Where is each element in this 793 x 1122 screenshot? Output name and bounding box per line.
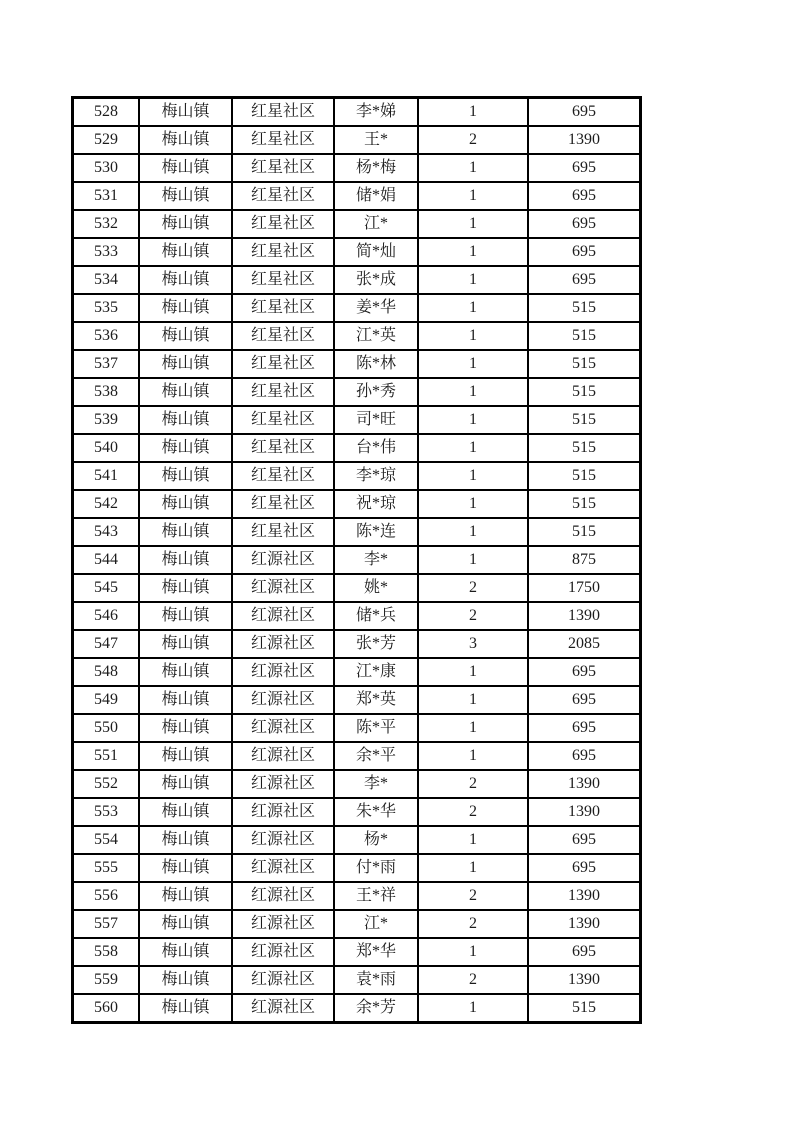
table-row xyxy=(73,266,640,294)
community-cell: 红源社区 xyxy=(232,770,334,798)
community-cell: 红源社区 xyxy=(232,742,334,770)
count-cell: 2 xyxy=(418,966,528,994)
count-cell: 3 xyxy=(418,630,528,658)
community-cell: 红源社区 xyxy=(232,686,334,714)
table-row xyxy=(73,210,640,238)
table-row xyxy=(73,154,640,182)
town-cell: 梅山镇 xyxy=(139,350,232,378)
person-name-cell: 王*祥 xyxy=(334,882,418,910)
town-cell: 梅山镇 xyxy=(139,182,232,210)
person-name-cell: 杨* xyxy=(334,826,418,854)
amount-cell: 695 xyxy=(528,826,640,854)
amount-cell: 1390 xyxy=(528,910,640,938)
table-row xyxy=(73,798,640,826)
table-row xyxy=(73,182,640,210)
amount-cell: 695 xyxy=(528,686,640,714)
community-cell: 红星社区 xyxy=(232,462,334,490)
row-number-cell: 548 xyxy=(73,658,139,686)
community-cell: 红星社区 xyxy=(232,182,334,210)
amount-cell: 1750 xyxy=(528,574,640,602)
row-number-cell: 557 xyxy=(73,910,139,938)
count-cell: 1 xyxy=(418,322,528,350)
amount-cell: 695 xyxy=(528,210,640,238)
count-cell: 1 xyxy=(418,686,528,714)
table-row xyxy=(73,742,640,770)
person-name-cell: 李*娣 xyxy=(334,98,418,126)
count-cell: 1 xyxy=(418,490,528,518)
table-row xyxy=(73,714,640,742)
town-cell: 梅山镇 xyxy=(139,266,232,294)
person-name-cell: 袁*雨 xyxy=(334,966,418,994)
person-name-cell: 江* xyxy=(334,910,418,938)
count-cell: 1 xyxy=(418,994,528,1022)
count-cell: 2 xyxy=(418,126,528,154)
amount-cell: 515 xyxy=(528,462,640,490)
row-number-cell: 547 xyxy=(73,630,139,658)
table-row xyxy=(73,630,640,658)
amount-cell: 515 xyxy=(528,518,640,546)
community-cell: 红源社区 xyxy=(232,966,334,994)
town-cell: 梅山镇 xyxy=(139,714,232,742)
town-cell: 梅山镇 xyxy=(139,518,232,546)
table-row xyxy=(73,574,640,602)
community-cell: 红星社区 xyxy=(232,350,334,378)
table-row xyxy=(73,966,640,994)
town-cell: 梅山镇 xyxy=(139,490,232,518)
count-cell: 1 xyxy=(418,154,528,182)
table-row xyxy=(73,658,640,686)
row-number-cell: 537 xyxy=(73,350,139,378)
amount-cell: 695 xyxy=(528,98,640,126)
row-number-cell: 532 xyxy=(73,210,139,238)
count-cell: 2 xyxy=(418,910,528,938)
person-name-cell: 余*芳 xyxy=(334,994,418,1022)
row-number-cell: 530 xyxy=(73,154,139,182)
amount-cell: 695 xyxy=(528,182,640,210)
person-name-cell: 台*伟 xyxy=(334,434,418,462)
row-number-cell: 531 xyxy=(73,182,139,210)
table-row xyxy=(73,490,640,518)
person-name-cell: 朱*华 xyxy=(334,798,418,826)
count-cell: 1 xyxy=(418,854,528,882)
count-cell: 1 xyxy=(418,210,528,238)
row-number-cell: 556 xyxy=(73,882,139,910)
town-cell: 梅山镇 xyxy=(139,434,232,462)
community-cell: 红星社区 xyxy=(232,518,334,546)
community-cell: 红星社区 xyxy=(232,98,334,126)
town-cell: 梅山镇 xyxy=(139,742,232,770)
table-row xyxy=(73,770,640,798)
town-cell: 梅山镇 xyxy=(139,210,232,238)
row-number-cell: 552 xyxy=(73,770,139,798)
person-name-cell: 余*平 xyxy=(334,742,418,770)
person-name-cell: 陈*林 xyxy=(334,350,418,378)
table-row xyxy=(73,322,640,350)
row-number-cell: 549 xyxy=(73,686,139,714)
row-number-cell: 551 xyxy=(73,742,139,770)
row-number-cell: 540 xyxy=(73,434,139,462)
count-cell: 1 xyxy=(418,266,528,294)
community-cell: 红星社区 xyxy=(232,434,334,462)
person-name-cell: 陈*平 xyxy=(334,714,418,742)
table-row xyxy=(73,126,640,154)
town-cell: 梅山镇 xyxy=(139,770,232,798)
row-number-cell: 533 xyxy=(73,238,139,266)
person-name-cell: 江*康 xyxy=(334,658,418,686)
row-number-cell: 560 xyxy=(73,994,139,1022)
amount-cell: 2085 xyxy=(528,630,640,658)
row-number-cell: 536 xyxy=(73,322,139,350)
town-cell: 梅山镇 xyxy=(139,406,232,434)
community-cell: 红源社区 xyxy=(232,994,334,1022)
community-cell: 红星社区 xyxy=(232,210,334,238)
community-cell: 红源社区 xyxy=(232,546,334,574)
community-cell: 红源社区 xyxy=(232,574,334,602)
community-cell: 红源社区 xyxy=(232,602,334,630)
amount-cell: 515 xyxy=(528,350,640,378)
count-cell: 1 xyxy=(418,826,528,854)
town-cell: 梅山镇 xyxy=(139,238,232,266)
amount-cell: 515 xyxy=(528,434,640,462)
community-cell: 红星社区 xyxy=(232,238,334,266)
town-cell: 梅山镇 xyxy=(139,798,232,826)
amount-cell: 1390 xyxy=(528,882,640,910)
row-number-cell: 543 xyxy=(73,518,139,546)
community-cell: 红星社区 xyxy=(232,154,334,182)
row-number-cell: 554 xyxy=(73,826,139,854)
person-name-cell: 付*雨 xyxy=(334,854,418,882)
town-cell: 梅山镇 xyxy=(139,882,232,910)
community-cell: 红星社区 xyxy=(232,294,334,322)
community-cell: 红星社区 xyxy=(232,378,334,406)
row-number-cell: 558 xyxy=(73,938,139,966)
town-cell: 梅山镇 xyxy=(139,378,232,406)
town-cell: 梅山镇 xyxy=(139,602,232,630)
count-cell: 2 xyxy=(418,798,528,826)
count-cell: 1 xyxy=(418,714,528,742)
community-cell: 红星社区 xyxy=(232,126,334,154)
amount-cell: 695 xyxy=(528,658,640,686)
town-cell: 梅山镇 xyxy=(139,658,232,686)
amount-cell: 1390 xyxy=(528,966,640,994)
person-name-cell: 江*英 xyxy=(334,322,418,350)
community-cell: 红源社区 xyxy=(232,630,334,658)
person-name-cell: 李*琼 xyxy=(334,462,418,490)
row-number-cell: 559 xyxy=(73,966,139,994)
person-name-cell: 李* xyxy=(334,770,418,798)
table-row xyxy=(73,294,640,322)
count-cell: 1 xyxy=(418,938,528,966)
person-name-cell: 陈*连 xyxy=(334,518,418,546)
table-row xyxy=(73,994,640,1022)
table-row xyxy=(73,882,640,910)
count-cell: 1 xyxy=(418,294,528,322)
town-cell: 梅山镇 xyxy=(139,98,232,126)
town-cell: 梅山镇 xyxy=(139,322,232,350)
amount-cell: 1390 xyxy=(528,770,640,798)
town-cell: 梅山镇 xyxy=(139,630,232,658)
person-name-cell: 祝*琼 xyxy=(334,490,418,518)
row-number-cell: 545 xyxy=(73,574,139,602)
person-name-cell: 张*成 xyxy=(334,266,418,294)
person-name-cell: 李* xyxy=(334,546,418,574)
community-cell: 红星社区 xyxy=(232,322,334,350)
count-cell: 1 xyxy=(418,98,528,126)
amount-cell: 695 xyxy=(528,714,640,742)
community-cell: 红星社区 xyxy=(232,266,334,294)
town-cell: 梅山镇 xyxy=(139,686,232,714)
person-name-cell: 简*灿 xyxy=(334,238,418,266)
person-name-cell: 郑*华 xyxy=(334,938,418,966)
row-number-cell: 546 xyxy=(73,602,139,630)
community-cell: 红源社区 xyxy=(232,826,334,854)
row-number-cell: 535 xyxy=(73,294,139,322)
count-cell: 2 xyxy=(418,882,528,910)
row-number-cell: 555 xyxy=(73,854,139,882)
community-cell: 红源社区 xyxy=(232,714,334,742)
town-cell: 梅山镇 xyxy=(139,574,232,602)
town-cell: 梅山镇 xyxy=(139,854,232,882)
community-cell: 红源社区 xyxy=(232,854,334,882)
person-name-cell: 郑*英 xyxy=(334,686,418,714)
person-name-cell: 储*兵 xyxy=(334,602,418,630)
amount-cell: 695 xyxy=(528,854,640,882)
table-row xyxy=(73,854,640,882)
amount-cell: 875 xyxy=(528,546,640,574)
amount-cell: 695 xyxy=(528,742,640,770)
amount-cell: 695 xyxy=(528,154,640,182)
town-cell: 梅山镇 xyxy=(139,938,232,966)
row-number-cell: 534 xyxy=(73,266,139,294)
person-name-cell: 姜*华 xyxy=(334,294,418,322)
table-row xyxy=(73,938,640,966)
row-number-cell: 541 xyxy=(73,462,139,490)
person-name-cell: 储*娟 xyxy=(334,182,418,210)
count-cell: 1 xyxy=(418,378,528,406)
amount-cell: 515 xyxy=(528,294,640,322)
row-number-cell: 529 xyxy=(73,126,139,154)
table-row xyxy=(73,406,640,434)
row-number-cell: 553 xyxy=(73,798,139,826)
table-row xyxy=(73,686,640,714)
community-cell: 红源社区 xyxy=(232,938,334,966)
amount-cell: 695 xyxy=(528,238,640,266)
amount-cell: 695 xyxy=(528,938,640,966)
count-cell: 1 xyxy=(418,518,528,546)
count-cell: 1 xyxy=(418,546,528,574)
table-row xyxy=(73,378,640,406)
amount-cell: 1390 xyxy=(528,126,640,154)
amount-cell: 515 xyxy=(528,406,640,434)
table-row xyxy=(73,826,640,854)
amount-cell: 515 xyxy=(528,378,640,406)
person-name-cell: 江* xyxy=(334,210,418,238)
person-name-cell: 姚* xyxy=(334,574,418,602)
table-row xyxy=(73,910,640,938)
town-cell: 梅山镇 xyxy=(139,910,232,938)
table-row xyxy=(73,98,640,126)
amount-cell: 515 xyxy=(528,322,640,350)
row-number-cell: 542 xyxy=(73,490,139,518)
town-cell: 梅山镇 xyxy=(139,126,232,154)
town-cell: 梅山镇 xyxy=(139,546,232,574)
community-cell: 红星社区 xyxy=(232,490,334,518)
row-number-cell: 550 xyxy=(73,714,139,742)
table-row xyxy=(73,462,640,490)
community-cell: 红源社区 xyxy=(232,798,334,826)
count-cell: 1 xyxy=(418,406,528,434)
table-row xyxy=(73,546,640,574)
count-cell: 1 xyxy=(418,182,528,210)
town-cell: 梅山镇 xyxy=(139,966,232,994)
amount-cell: 1390 xyxy=(528,602,640,630)
table-body xyxy=(73,98,640,1022)
person-name-cell: 杨*梅 xyxy=(334,154,418,182)
amount-cell: 695 xyxy=(528,266,640,294)
town-cell: 梅山镇 xyxy=(139,994,232,1022)
person-name-cell: 张*芳 xyxy=(334,630,418,658)
town-cell: 梅山镇 xyxy=(139,462,232,490)
table-row xyxy=(73,434,640,462)
person-name-cell: 王* xyxy=(334,126,418,154)
count-cell: 2 xyxy=(418,574,528,602)
table-row xyxy=(73,518,640,546)
table-row xyxy=(73,238,640,266)
community-cell: 红源社区 xyxy=(232,658,334,686)
town-cell: 梅山镇 xyxy=(139,294,232,322)
count-cell: 1 xyxy=(418,238,528,266)
amount-cell: 515 xyxy=(528,490,640,518)
count-cell: 2 xyxy=(418,770,528,798)
amount-cell: 1390 xyxy=(528,798,640,826)
person-name-cell: 司*旺 xyxy=(334,406,418,434)
count-cell: 1 xyxy=(418,434,528,462)
count-cell: 1 xyxy=(418,742,528,770)
row-number-cell: 528 xyxy=(73,98,139,126)
community-cell: 红星社区 xyxy=(232,406,334,434)
count-cell: 1 xyxy=(418,350,528,378)
row-number-cell: 539 xyxy=(73,406,139,434)
row-number-cell: 544 xyxy=(73,546,139,574)
community-cell: 红源社区 xyxy=(232,910,334,938)
table-row xyxy=(73,350,640,378)
count-cell: 1 xyxy=(418,658,528,686)
count-cell: 1 xyxy=(418,462,528,490)
community-cell: 红源社区 xyxy=(232,882,334,910)
town-cell: 梅山镇 xyxy=(139,826,232,854)
amount-cell: 515 xyxy=(528,994,640,1022)
person-name-cell: 孙*秀 xyxy=(334,378,418,406)
row-number-cell: 538 xyxy=(73,378,139,406)
table-row xyxy=(73,602,640,630)
count-cell: 2 xyxy=(418,602,528,630)
town-cell: 梅山镇 xyxy=(139,154,232,182)
subsidy-table xyxy=(71,96,642,1024)
